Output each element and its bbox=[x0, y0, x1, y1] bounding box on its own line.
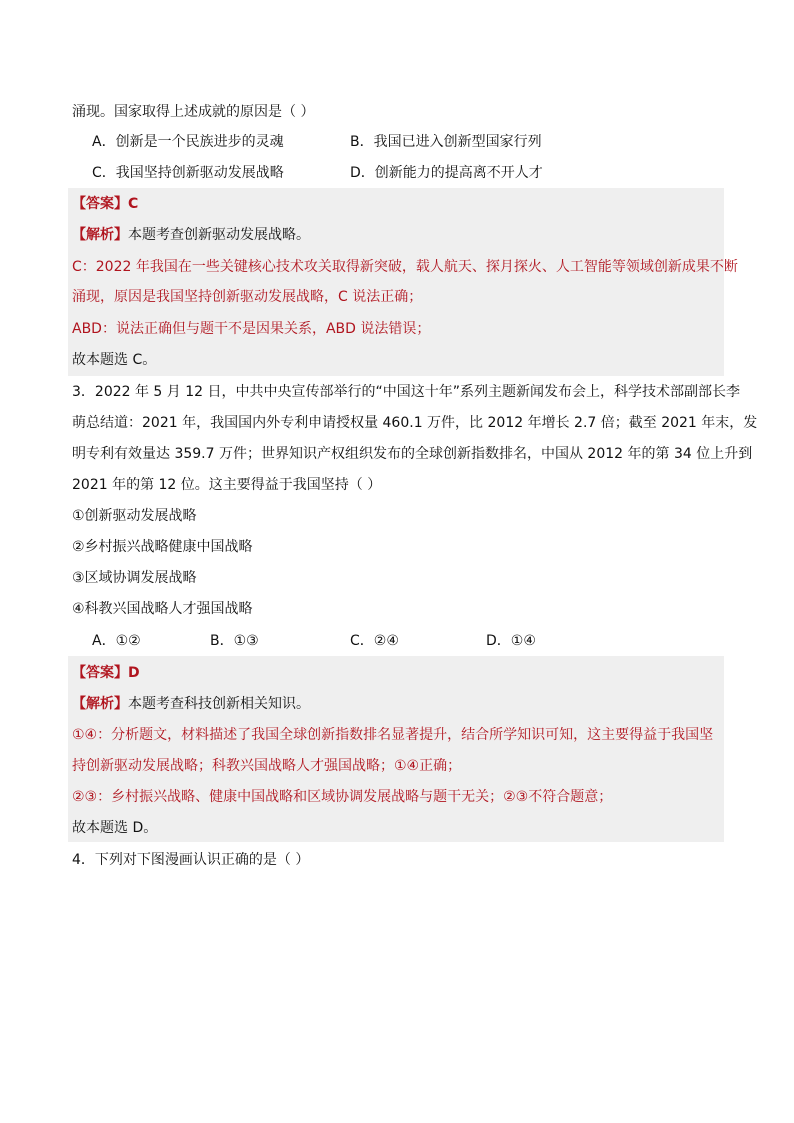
q3-stem-line-4: 2021 年的第 12 位。这主要得益于我国坚持（ ） bbox=[72, 477, 382, 493]
q2-analysis-label: 【解析】 bbox=[72, 227, 128, 243]
q3-answer bbox=[72, 663, 140, 683]
q2-answer-value: C bbox=[128, 196, 139, 212]
q3-answer-panel bbox=[68, 656, 724, 842]
q2-conclusion: 故本题选 C。 bbox=[72, 352, 157, 368]
q2-answer bbox=[72, 194, 138, 214]
q2-analysis-line-2: 涌现，原因是我国坚持创新驱动发展战略，C 说法正确； bbox=[72, 289, 423, 305]
q3-stem-line-2: 萌总结道：2021 年，我国国内外专利申请授权量 460.1 万件，比 2012 年增长 2.7 倍；截至 2021 年末，发 bbox=[72, 415, 758, 431]
q2-analysis-line-1: C：2022 年我国在一些关键核心技术攻关取得新突破，载人航天、探月探火、人工智能等领域创新成果不断 bbox=[72, 259, 738, 275]
q3-option-b[interactable]: B．①③ bbox=[210, 633, 259, 649]
q2-analysis bbox=[72, 225, 310, 245]
q3-item-1: ①创新驱动发展战略 bbox=[72, 508, 197, 524]
q4-stem: 4．下列对下图漫画认识正确的是（ ） bbox=[72, 852, 310, 868]
q3-analysis-intro: 本题考查科技创新相关知识。 bbox=[128, 696, 310, 712]
q3-analysis-line-2: 持创新驱动发展战略；科教兴国战略人才强国战略；①④正确； bbox=[72, 758, 462, 774]
q2-option-d[interactable]: D．创新能力的提高离不开人才 bbox=[350, 165, 543, 181]
q2-analysis-intro: 本题考查创新驱动发展战略。 bbox=[128, 227, 310, 243]
q3-analysis bbox=[72, 694, 310, 714]
q3-analysis-line-3: ②③：乡村振兴战略、健康中国战略和区域协调发展战略与题干无关；②③不符合题意； bbox=[72, 789, 613, 805]
q3-item-3: ③区域协调发展战略 bbox=[72, 570, 197, 586]
q3-option-d[interactable]: D．①④ bbox=[486, 633, 536, 649]
q2-option-b[interactable]: B．我国已进入创新型国家行列 bbox=[350, 134, 542, 150]
q3-answer-label: 【答案】 bbox=[72, 665, 128, 681]
q3-option-c[interactable]: C．②④ bbox=[350, 633, 399, 649]
q3-option-a[interactable]: A．①② bbox=[92, 633, 141, 649]
q2-option-a[interactable]: A．创新是一个民族进步的灵魂 bbox=[92, 134, 284, 150]
q3-analysis-label: 【解析】 bbox=[72, 696, 128, 712]
q3-stem-line-1: 3．2022 年 5 月 12 日，中共中央宣传部举行的“中国这十年”系列主题新闻发布会上，科学技术部副部长李 bbox=[72, 384, 741, 400]
q2-stem-tail: 涌现。国家取得上述成就的原因是（ ） bbox=[72, 104, 315, 120]
q2-answer-label: 【答案】 bbox=[72, 196, 128, 212]
q3-analysis-line-1: ①④：分析题文，材料描述了我国全球创新指数排名显著提升，结合所学知识可知，这主要得益于我国坚 bbox=[72, 727, 714, 743]
q3-answer-value: D bbox=[128, 665, 140, 681]
q3-stem-line-3: 明专利有效量达 359.7 万件；世界知识产权组织发布的全球创新指数排名，中国从 2012 年的第 34 位上升到 bbox=[72, 446, 753, 462]
q2-option-c[interactable]: C．我国坚持创新驱动发展战略 bbox=[92, 165, 284, 181]
q3-item-4: ④科教兴国战略人才强国战略 bbox=[72, 601, 253, 617]
q2-analysis-line-3: ABD：说法正确但与题干不是因果关系，ABD 说法错误； bbox=[72, 321, 431, 337]
q3-item-2: ②乡村振兴战略健康中国战略 bbox=[72, 539, 253, 555]
q2-answer-panel bbox=[68, 188, 724, 376]
q3-conclusion: 故本题选 D。 bbox=[72, 820, 158, 836]
